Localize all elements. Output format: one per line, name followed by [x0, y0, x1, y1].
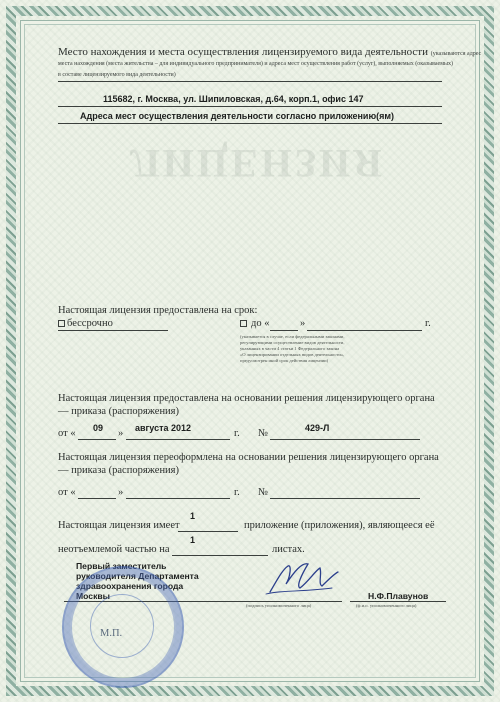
header-title-text: Место нахождения и места осуществления лицензируемого вида деятельности: [58, 46, 428, 58]
header-note-line2: места нахождения (места жительства – для индивидуального предпринимателя) и адреса мест осуществления работ (услуг), выполняемых (оказываемых): [58, 61, 454, 67]
decision-close-quote: »: [118, 428, 124, 439]
reissue-number-sign: №: [258, 487, 269, 498]
stamp-inner-ring: [90, 594, 154, 658]
signatory-position-3: здравоохранения города: [76, 581, 184, 591]
indefinite-label: бессрочно: [67, 318, 113, 329]
until-prefix: до «: [251, 318, 270, 329]
term-note-3: указанных в части 4 статьи 1 Федерального закона: [240, 346, 340, 351]
until-day-field[interactable]: [270, 330, 298, 331]
header-note-line3: в составе лицензируемого вида деятельности): [58, 72, 176, 78]
header-title: [58, 46, 481, 58]
decision-line2: — приказа (распоряжения): [58, 406, 180, 417]
decision-month-year: августа 2012: [135, 423, 192, 433]
name-line: [350, 601, 446, 602]
license-address: 115682, г. Москва, ул. Шипиловская, д.64, корп.1, офис 147: [103, 94, 364, 104]
annex-sheets: 1: [190, 535, 196, 545]
reissue-close-quote: »: [118, 487, 124, 498]
reissue-number-field[interactable]: [270, 498, 420, 499]
header-underline: [58, 81, 442, 82]
official-stamp: [62, 566, 184, 688]
decision-number-field[interactable]: [270, 439, 420, 440]
until-quote: »: [300, 318, 306, 329]
reissue-line2: — приказа (распоряжения): [58, 465, 180, 476]
name-caption: (ф.и.о. уполномоченного лица): [356, 603, 417, 608]
annex-line2-suffix: листах.: [272, 544, 305, 555]
handwritten-signature: [262, 552, 342, 602]
term-note-2: регулирующими осуществление видов деятельности,: [240, 340, 345, 345]
term-label: Настоящая лицензия предоставлена на срок:: [58, 305, 258, 316]
decision-year-suffix: г.: [234, 428, 240, 439]
term-note-4: «О лицензировании отдельных видов деятельности»,: [240, 352, 345, 357]
annex-count: 1: [190, 511, 196, 521]
reissue-day-field[interactable]: [78, 498, 116, 499]
decision-day: 09: [93, 423, 104, 433]
address-note-underline: [58, 123, 442, 124]
annex-sheets-field[interactable]: [172, 555, 268, 556]
signature-caption: (подпись уполномоченного лица): [246, 603, 312, 608]
term-note-1: (указывается в случае, если федеральными законами,: [240, 334, 345, 339]
until-suffix: г.: [425, 318, 431, 329]
address-underline: [58, 106, 442, 107]
signatory-position-2: руководителя Департамента: [76, 571, 199, 581]
background-watermark: ЛИЦЕНЗИЯ: [130, 141, 385, 186]
signatory-position-1: Первый заместитель: [76, 561, 167, 571]
annex-line1-suffix: приложение (приложения), являющееся её: [244, 520, 435, 531]
reissue-year-suffix: г.: [234, 487, 240, 498]
annex-count-field[interactable]: [178, 531, 238, 532]
stamp-mark: М.П.: [100, 628, 123, 639]
annex-line1-prefix: Настоящая лицензия имеет: [58, 520, 180, 531]
decision-from: от «: [58, 428, 76, 439]
term-note-5: предусмотрен иной срок действия лицензии): [240, 358, 329, 363]
until-checkbox[interactable]: [240, 320, 247, 327]
indefinite-checkbox[interactable]: [58, 320, 65, 327]
address-note: Адреса мест осуществления деятельности согласно приложению(ям): [80, 111, 395, 121]
signatory-position-4: Москвы: [76, 591, 110, 601]
reissue-month-field[interactable]: [126, 498, 230, 499]
decision-line1: Настоящая лицензия предоставлена на основании решения лицензирующего органа: [58, 393, 435, 404]
reissue-from: от «: [58, 487, 76, 498]
decision-day-field[interactable]: [78, 439, 116, 440]
reissue-line1: Настоящая лицензия переоформлена на основании решения лицензирующего органа: [58, 452, 439, 463]
indefinite-underline: [58, 330, 168, 331]
decision-number-sign: №: [258, 428, 269, 439]
annex-line2-prefix: неотъемлемой частью на: [58, 544, 170, 555]
header-title-note: (указываются адрес: [430, 51, 482, 57]
until-month-field[interactable]: [307, 330, 422, 331]
signatory-name: Н.Ф.Плавунов: [368, 591, 429, 601]
decision-month-field[interactable]: [126, 439, 230, 440]
decision-number: 429-Л: [305, 423, 330, 433]
